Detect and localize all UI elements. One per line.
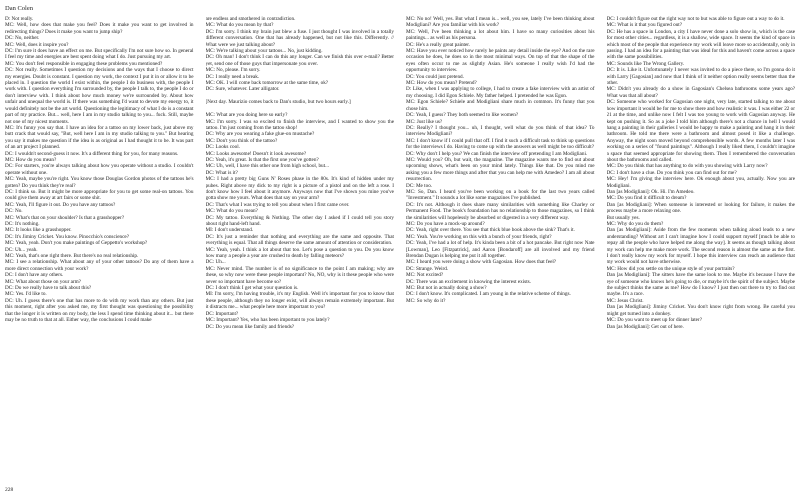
interview-paragraph: MC: What do you mean? bbox=[205, 208, 258, 215]
text-column-2 bbox=[206, 16, 395, 482]
interview-paragraph: DC: Yeah, right over there. You see that thick blue book above the sink? That's it. bbox=[406, 227, 575, 234]
interview-paragraph: MC: Yeah, maybe you're right. You know those Douglas Gordon photos of the tattoos he's gotten? Do you think they're real? bbox=[5, 176, 194, 189]
interview-paragraph: MC: How do you mean? Pretend? bbox=[406, 80, 477, 87]
interview-paragraph: MC: It's funny you say that. I have an idea for a tattoo on my lower back, just above my butt crack that would say, "But, well here I am in my studio talking to you." But hearing you say it makes me question if the idea is as original as I had thought it to be. It was part of an art project I planned. bbox=[5, 124, 194, 151]
interview-paragraph: MC: But not in actually doing a show? bbox=[406, 285, 487, 292]
interview-paragraph: MI: I don't understand. bbox=[205, 227, 254, 234]
interview-paragraph: MC: Do you have a mock-up around? bbox=[406, 221, 485, 227]
interview-paragraph: DC: Strange. Weird. bbox=[406, 265, 449, 272]
interview-paragraph: MC: How did you settle on the unique style of your portraits? bbox=[606, 265, 735, 272]
interview-paragraph: MC: Just like us? bbox=[406, 118, 443, 125]
interview-paragraph: [Next day. Maurizio comes back to Dan's studio, but two hours early.] bbox=[205, 99, 351, 106]
interview-paragraph: MC: Yeah, yeah. Don't you make paintings of Geppetto's workshop? bbox=[5, 240, 148, 247]
interview-paragraph: DC: Yeah, it's great. Is that the first one you've gotten? bbox=[205, 156, 319, 163]
interview-paragraph: MC: Looks awesome! Doesn't it look awesome? bbox=[205, 150, 307, 157]
interview-paragraph: DC: Do we really have to talk about this? bbox=[5, 285, 92, 292]
interview-paragraph: MC: Yeah, yeah. I think a lot about that too. Let's pose a question to you. Do you know how many a people a year are crushed to death by falling meteors? bbox=[205, 246, 394, 260]
interview-paragraph: MC: Would you? Oh, but wait, the magazine. The magazine wants me to find out about upcoming shows, what's been on your mind lately. Things like that. Do you mind me asking you a few more things and after that you can help me with Amedeo? I am all about resurrection. bbox=[406, 156, 595, 183]
interview-paragraph: DC: Why don't I help you? We can finish the interview off pretending I am Modigliani. bbox=[406, 150, 588, 157]
interview-paragraph: MC: What are you doing here so early? bbox=[205, 112, 288, 119]
interview-paragraph: DC: Why are you wearing a fake glue-on mustache? bbox=[205, 131, 315, 138]
interview-paragraph: MC: How do you mean? bbox=[5, 156, 57, 163]
interview-paragraph: DC: It's nothing. bbox=[5, 221, 40, 227]
interview-paragraph: MC: We're talking about your tattoos... No, just kidding. bbox=[205, 48, 323, 55]
interview-paragraph: MC: I'm sorry. I was so excited to finish the interview, and I wanted to show you the tattoo. I'm just coming from the tattoo shop! bbox=[205, 118, 394, 131]
interview-paragraph: MC: So, Dan. I heard you've been working on a book for the last two years called "Investment." It sounds a lot like some magazines I've published. bbox=[406, 188, 595, 202]
interview-columns bbox=[5, 16, 795, 482]
interview-paragraph: MC: Do you think that has anything to do with you showing with Larry now? bbox=[606, 163, 768, 170]
interview-paragraph: MC: What do you mean by that? bbox=[205, 22, 274, 29]
interview-paragraph: DC: It's just a reminder that nothing and everything are the same and opposite. That everything is equal. That all things deserve the same amount of attention or consideration. bbox=[205, 233, 394, 247]
interview-paragraph: DC: Uh. I guess there's one that has more to do with my work than any others. But just this moment, right after you asked me, my first thought was questioning the possibility that the longer it is written on my body, the less I spend time thinking about it... but there may be no truth to that at all. Either way, the conclusions I could make bbox=[5, 297, 194, 324]
interview-paragraph: Dan [as Modigliani]: The sitters have the same look to me. Maybe it's because I have the eye of someone who knows he's going to die, or maybe it's the spirit of the subject. Maybe the subject thinks the same as me? How do I know? I just then out there to try to find out maybe. It's a race. bbox=[606, 272, 795, 298]
interview-paragraph: DC: You could just pretend. bbox=[406, 73, 464, 80]
interview-paragraph: MC: Do you want to meet up for dinner later? bbox=[606, 317, 703, 324]
interview-paragraph: DC: No. bbox=[5, 208, 23, 215]
interview-paragraph: DC: I think so. But it might be more appropriate for you to get some real-on tattoos. You could give them away at art fairs or some shit. bbox=[5, 188, 194, 202]
interview-paragraph: MC: No, please. I'm sorry. bbox=[205, 67, 261, 74]
interview-paragraph: MC: Sounds like The Wrong Gallery. bbox=[606, 60, 685, 67]
interview-paragraph: MI: I'm sorry, I'm having trouble, it's my English. Well it's important for you to know that these people, although they no longer exist, will always remain extremely important. But it distracts me... what people here more important to you? bbox=[205, 291, 394, 311]
interview-paragraph: MC: Well, does it inspire you? bbox=[5, 41, 69, 48]
interview-paragraph: MC: Well, I've been thinking a lot about him. I have so many curiosities about his paintings... as well as his persona. bbox=[406, 28, 595, 42]
interview-paragraph: MC: Yes. I'd like to. bbox=[5, 291, 47, 298]
interview-paragraph: Dan [as Modigliani]: Get out of here. bbox=[606, 323, 684, 330]
interview-paragraph: DC: Not really. Sometimes I question my decisions and the ways that I choose to direct my energies. Doubt is constant. I question my work, the context I put it in or allow it to be placed in. I question the world I exist within, the people I do business with, the people I work with. I question everything I'm surrounded by, the people I talk to, the people I do or don't interview with. I think about how much money we're surrounded by. About how unfair and unequal the world is. If there was something I'd want to devote my energy to, it would definitely not be the art world. Questioning the legitimacy of what I do is a constant part of my practice. But... well, here I am in my studio talking to you... fuck. Still, maybe not one of my nicest moments. bbox=[5, 67, 194, 125]
interview-paragraph: Dan [as Modigliani]: Ok. Hi. I'm Amedeo. bbox=[606, 188, 695, 195]
interview-paragraph: MC: Uh, well, I have this other one from high school, but... bbox=[205, 163, 329, 170]
interview-paragraph: DC: I really need a break. bbox=[205, 73, 260, 80]
interview-paragraph: DC: I don't have any others. bbox=[5, 272, 64, 279]
interview-paragraph: DC: It's Jiminy Cricket. You know. Pinocchio's conscience? bbox=[5, 233, 130, 240]
interview-paragraph: DC: My tattoo. Everything & Nothing. The other day I asked if I could tell you story about right hand-left hand. bbox=[205, 214, 394, 227]
interview-paragraph: DC: Someone who worked for Gagosian one night, very late, started talking to me about how important it would be for me to show there and how realistic it was. I was either 22 or 21 at the time, and unlike now I felt I was too young to work with Gagosian anyway. He kept on pushing it. So as a joke I told him although there's not a chance in hell I would hang a painting in their galleries I would be happy to make a painting and hang it in their bathroom. He told me there were a bathroom and almost posed it like a challenge. Anyway, the night soon moved beyond comprehensible words. A few months later I was working on a series of "found paintings". Although I really liked them, I couldn't imagine a space that seemed appropriate for showing them. Then I remembered the conversation about the bathrooms and called. bbox=[606, 99, 795, 163]
interview-paragraph: MC: Don't you think of the tattoo? bbox=[205, 137, 278, 144]
interview-paragraph: DC: He has a space in London, a city I have never done a solo show in, which is the case for most other cities... regardless, it is a shallow, wide space. It seems the kind of space in which most of the people that experience my work will leave more so accidentally, only in passing. I had an idea for a painting that was ideal for this and haven't come across a space with the same possibilities. bbox=[606, 28, 795, 61]
interview-paragraph: MC: What about those on your arm? bbox=[5, 278, 81, 285]
interview-paragraph: DC: I'm sorry. I think my brain just blew a fuse. I just thought I was involved in a totally different conversation. One that has already happened, but not like this. Differently. // What were we just talking about? bbox=[205, 28, 394, 48]
interview-paragraph: DC: He's a really great painter. bbox=[406, 41, 471, 48]
interview-paragraph: Dan [as Modigliani]: Aside from the few moments when talking aloud leads to a new understanding? Without art I can't imagine how I could support myself [much be able to repay all the people who have helped me along the way]. It seems as though talking about my work can help me make more work. The second reason is almost the same as the first. I don't really know my work for myself. I hope this interview can reach an audience that my work would not have otherwise. bbox=[606, 227, 795, 266]
interview-paragraph: DC: Uh... bbox=[205, 259, 226, 266]
interview-paragraph: DC: There was an excitement in knowing the interest exists. bbox=[406, 278, 531, 285]
interview-paragraph: MC: You don't feel responsible in engaging these problems you mentioned? bbox=[5, 60, 163, 67]
text-column-1 bbox=[5, 16, 194, 482]
interview-paragraph: DC: Looks cool. bbox=[205, 144, 240, 151]
interview-paragraph: DC: Uh... yeah. bbox=[5, 246, 38, 253]
interview-paragraph: MC: Yeah. You're working on this with a bunch of your friends, right? bbox=[406, 233, 552, 240]
interview-paragraph: MC: What's that on your shoulder? Is that a grasshopper? bbox=[5, 214, 125, 221]
interview-paragraph: MC: Never mind. The number is of no significance to the point I am making; why are these, so why now were these people important? No, NO, why is it these people who were never so important have become so? bbox=[205, 265, 394, 285]
interview-paragraph: MC: I heard you were doing a show with Gagosian. How does that feel? bbox=[406, 259, 557, 266]
interview-paragraph: MC: Do you find it difficult to dream? bbox=[606, 195, 687, 202]
interview-paragraph: MC: I see a relationship. What about any of your other tattoos? Do any of them have a more direct connection with your work? bbox=[5, 259, 194, 272]
interview-paragraph: DC: Do you mean like family and friends? bbox=[205, 323, 295, 330]
interview-paragraph: MC: Hey! I'm giving the interview here. Ok enough about you, actually. Now you are Modigliani. bbox=[606, 176, 795, 189]
interview-paragraph: DC: I wouldn't second-guess it now. It's a different thing for you, for many reasons. bbox=[5, 150, 179, 157]
interview-paragraph: DC: That's what I was trying to tell you about when I first came over. bbox=[205, 201, 350, 208]
interview-paragraph: DC: Important? bbox=[205, 310, 239, 317]
interview-paragraph: MC: Jesus Christ. bbox=[606, 297, 644, 304]
interview-paragraph: DC: I don't have a clue. Do you think you can find out for me? bbox=[606, 169, 737, 176]
interview-paragraph: DC: Yeah, I've had a lot of help. It's kinda been a bit of a hot pancake. But right now Nate [Lowman], Leo [Fitzpatrick], and Aaron [Bondaroff] are all involved and my friend Brendan Dugan is helping me put it all together. bbox=[406, 240, 595, 260]
interview-paragraph: MC: What is it that you figured out? bbox=[606, 22, 683, 29]
interview-paragraph: DC: I don't know. It's complicated. I am young in the relative scheme of things. bbox=[406, 291, 571, 298]
interview-paragraph: are endless and smothered in contradiction. bbox=[205, 16, 296, 22]
text-column-4 bbox=[607, 16, 796, 482]
interview-paragraph: DC: For starters, you're always talking about how you operate without a studio. I couldn't operate without one. bbox=[5, 163, 194, 176]
interview-paragraph: MC: Why do you do them? bbox=[606, 221, 664, 227]
interview-paragraph: D: Like, when I was applying to college, I had to create a fake interview with an artist of my choosing. I did Egon Schiele. My father helped. I pretended he was Egon. bbox=[406, 86, 595, 99]
interview-paragraph: DC: Sure, whatever. Later alligator. bbox=[205, 86, 280, 93]
interview-paragraph: MC: Egon Schiele? Schiele and Modigliani share much in common. It's funny that you chose him. bbox=[406, 99, 595, 112]
interview-paragraph: DC: Oh man! I don't think I can do this any longer. Can we finish this over e-mail? Better yet, send one of those guys that impersonate you over. bbox=[205, 54, 394, 67]
interview-paragraph: DC: Yeah, I guess? They both seemed to like women? bbox=[406, 112, 519, 119]
interview-paragraph: MC: Well, how does that make you feel? Does it make you want to get involved in redirecting things? Does it make you want to jump ship? bbox=[5, 22, 194, 35]
interview-paragraph: MC: Yeah, that's one right there. But there's no real relationship. bbox=[5, 253, 139, 260]
interview-paragraph: DC: No, neither. bbox=[5, 35, 40, 42]
interview-paragraph: MC: OK. I will come back tomorrow at the same time, ok? bbox=[205, 80, 329, 87]
text-column-3 bbox=[406, 16, 595, 482]
interview-paragraph: MC: It looks like a grasshopper. bbox=[5, 227, 72, 234]
interview-paragraph: But usually yes. bbox=[606, 214, 640, 221]
interview-paragraph: MC: Not excited? bbox=[406, 272, 444, 279]
interview-paragraph: DC: It is. Like it. Unfortunately I never was invited to do a piece there, so I'm gonna do it with Larry [Gagosian] and now that I think of it neither option really seems better than the other. bbox=[606, 67, 795, 87]
interview-paragraph: DC: I'm sure it does have an effect on me. But specifically I'm not sure how so. In general I feel my time and energies are best spent doing what I do. Just pursuing my art. bbox=[5, 48, 194, 61]
interview-paragraph: Dan [as Modigliani]: Jiminy Cricket. You don't know right from wrong. Be careful you might get turned into a donkey. bbox=[606, 304, 795, 317]
interview-paragraph: MC: Important? Yes, who has been important to you lately? bbox=[205, 317, 330, 324]
interview-paragraph: MC: Didn't you already do a show in Gagosian's Chelsea bathrooms some years ago? What was that all about? bbox=[606, 86, 795, 99]
interview-paragraph: MC: Have you ever noticed how rarely he paints any detail inside the eye? And on the rare occasion he does, he does so in the most minimal ways. On top of that the shape of the eyes often occur to me as slightly Asian. He's someone I really wish I'd had the opportunity to interview. bbox=[406, 48, 595, 74]
interview-paragraph: DC: I couldn't figure out the right way not to but was able to figure out a way to do it. bbox=[606, 16, 785, 22]
interview-paragraph: DC: What is it? bbox=[205, 169, 238, 176]
running-header-author: Dan Colen bbox=[5, 5, 33, 12]
page-number: 228 bbox=[5, 487, 14, 493]
interview-paragraph: MC: So why do it? bbox=[406, 297, 446, 304]
interview-paragraph: Dan [as Modigliani]: When someone is interested or looking for failure, it makes the process maybe a more relaxing one. bbox=[606, 201, 795, 215]
interview-paragraph: DC: Really? I thought you... uh, I thought, well what do you think of that idea? To interview Modigliani? bbox=[406, 124, 595, 138]
interview-paragraph: MC: Yeah, I'll figure it out. Do you have any tattoos? bbox=[5, 201, 116, 208]
interview-paragraph: MC: I had a pretty big Guns N' Roses phase in the 80s. It's kind of hidden under my pubes. Right above my dick to my right is a picture of a pistol and on the left a rose. I don't know how I feel about it anymore. Anyways now that I've shown you mine you've gotta show me yours. What does that say on your arm? bbox=[205, 176, 394, 202]
interview-paragraph: D: Not really. bbox=[5, 16, 34, 22]
interview-paragraph: DC: I don't think I get what your question is. bbox=[205, 285, 299, 292]
interview-paragraph: MC: No no! Well, yes. But what I mean is... well, you see, lately I've been thinking about Modigliani? Are you familiar with his work? bbox=[406, 16, 595, 29]
interview-paragraph: DC: It's not. Although it does share many similarities with something like Charley or Permanent Food. The book's foundation has no relationship to those magazines, so I think the similarities will hopelessly be absorbed or digested in a very different way. bbox=[406, 201, 595, 221]
interview-paragraph: DC: Me too. bbox=[406, 182, 433, 189]
interview-paragraph: MC: I don't know if I could pull that off. I find it such a difficult task to think up questions for the interviews I do. Having to come up with the answers as well might be too difficult? bbox=[406, 137, 595, 151]
